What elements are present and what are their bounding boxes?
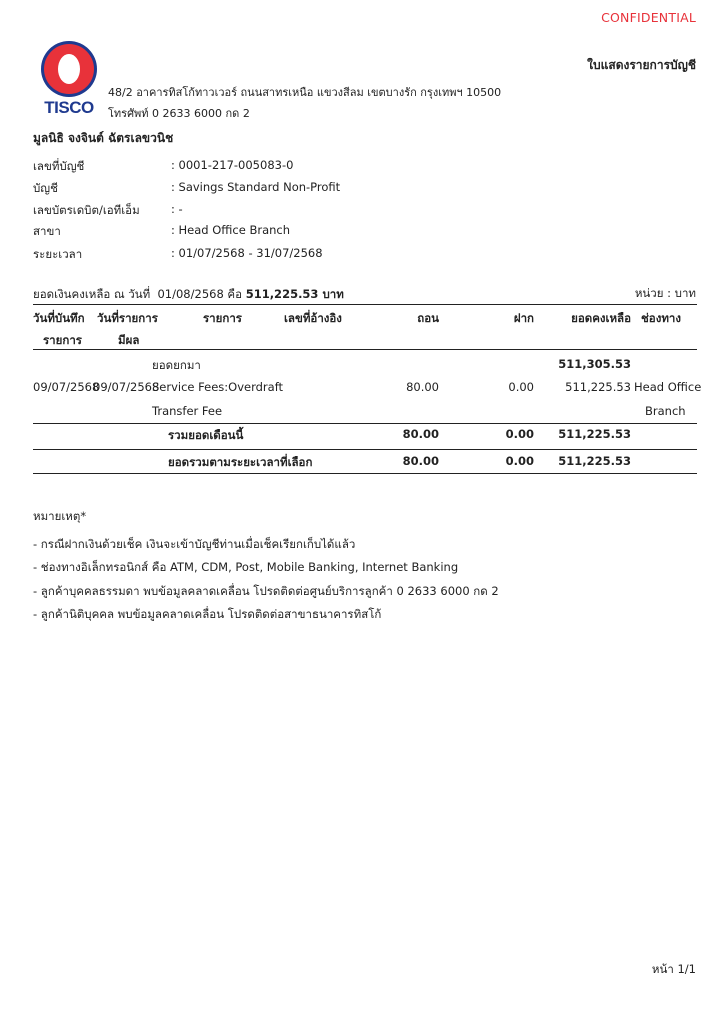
brought-forward-balance: 511,305.53 bbox=[558, 357, 631, 371]
row-record-date: 09/07/2568 bbox=[33, 380, 100, 394]
notes-title: หมายเหตุ* bbox=[33, 509, 87, 523]
note-item: - กรณีฝากเงินด้วยเช็ค เงินจะเข้าบัญชีท่านเมื่อเช็คเรียกเก็บได้แล้ว bbox=[33, 537, 356, 551]
month-total-rule bbox=[33, 423, 697, 424]
header-withdraw: ถอน bbox=[417, 311, 439, 325]
note-item: - ลูกค้าบุคคลธรรมดา พบข้อมูลคลาดเคลื่อน โปรดติดต่อศูนย์บริการลูกค้า 0 2633 6000 กด 2 bbox=[33, 584, 499, 598]
row-deposit: 0.00 bbox=[508, 380, 534, 394]
info-value-period: : 01/07/2568 - 31/07/2568 bbox=[171, 246, 323, 260]
info-value-account-type: : Savings Standard Non-Profit bbox=[171, 180, 341, 194]
header-record-date-line2: รายการ bbox=[43, 333, 82, 347]
header-effective-date: มีผล bbox=[118, 333, 140, 347]
info-value-card-no: : - bbox=[171, 202, 183, 216]
bank-phone: โทรศัพท์ 0 2633 6000 กด 2 bbox=[108, 107, 250, 120]
row-withdraw: 80.00 bbox=[406, 380, 439, 394]
row-balance: 511,225.53 bbox=[565, 380, 631, 394]
tisco-logo-mark bbox=[40, 40, 98, 98]
brought-forward-label: ยอดยกมา bbox=[152, 358, 201, 372]
table-bottom-rule bbox=[33, 473, 697, 474]
period-total-balance: 511,225.53 bbox=[558, 454, 631, 468]
balance-amount: 511,225.53 บาท bbox=[245, 287, 344, 301]
info-value-account-no: : 0001-217-005083-0 bbox=[171, 158, 294, 172]
header-description: รายการ bbox=[203, 311, 242, 325]
table-top-rule bbox=[33, 304, 697, 305]
month-total-balance: 511,225.53 bbox=[558, 427, 631, 441]
confidential-label: CONFIDENTIAL bbox=[601, 10, 696, 25]
info-label-account-no: เลขที่บัญชี bbox=[33, 159, 85, 173]
table-header-rule bbox=[33, 349, 697, 350]
tisco-logo bbox=[40, 40, 98, 120]
header-deposit: ฝาก bbox=[513, 311, 534, 325]
row-description-line2: Transfer Fee bbox=[152, 404, 223, 418]
logo-text: TISCO bbox=[44, 98, 94, 117]
account-holder-name: มูลนิธิ จงจินต์ ฉัตรเลขวนิช bbox=[33, 131, 174, 145]
header-record-date: วันที่บันทึก bbox=[33, 311, 85, 325]
period-total-withdraw: 80.00 bbox=[402, 454, 439, 468]
info-label-period: ระยะเวลา bbox=[33, 247, 83, 261]
header-channel: ช่องทาง bbox=[641, 311, 681, 325]
info-label-branch: สาขา bbox=[33, 224, 61, 238]
balance-prefix: ยอดเงินคงเหลือ ณ วันที่ 01/08/2568 คือ bbox=[33, 287, 246, 301]
info-value-branch: : Head Office Branch bbox=[171, 223, 291, 237]
row-channel-line2: Branch bbox=[645, 404, 686, 418]
header-transaction-date: วันที่รายการ bbox=[97, 311, 158, 325]
balance-summary bbox=[33, 286, 344, 304]
info-label-card-no: เลขบัตรเดบิต/เอทีเอ็ม bbox=[33, 203, 140, 217]
row-transaction-date: 09/07/2568 bbox=[93, 380, 160, 394]
note-item: - ลูกค้านิติบุคคล พบข้อมูลคลาดเคลื่อน โปรดติดต่อสาขาธนาคารทิสโก้ bbox=[33, 607, 382, 621]
bank-address: 48/2 อาคารทิสโก้ทาวเวอร์ ถนนสาทรเหนือ แขวงสีลม เขตบางรัก กรุงเทพฯ 10500 bbox=[108, 86, 502, 99]
row-channel: Head Office bbox=[634, 380, 702, 394]
row-description: Service Fees:Overdraft bbox=[152, 380, 284, 394]
page-number: หน้า 1/1 bbox=[651, 962, 696, 976]
header-reference: เลขที่อ้างอิง bbox=[284, 311, 342, 325]
period-total-label: ยอดรวมตามระยะเวลาที่เลือก bbox=[168, 455, 313, 469]
month-total-withdraw: 80.00 bbox=[402, 427, 439, 441]
header-balance: ยอดคงเหลือ bbox=[571, 311, 631, 325]
note-item: - ช่องทางอิเล็กทรอนิกส์ คือ ATM, CDM, Post, Mobile Banking, Internet Banking bbox=[33, 560, 459, 574]
month-total-label: รวมยอดเดือนนี้ bbox=[168, 428, 244, 442]
month-total-deposit: 0.00 bbox=[505, 427, 534, 441]
period-total-deposit: 0.00 bbox=[505, 454, 534, 468]
unit-label: หน่วย : บาท bbox=[634, 286, 696, 300]
document-title: ใบแสดงรายการบัญชี bbox=[587, 58, 696, 72]
period-total-rule bbox=[33, 449, 697, 450]
info-label-account-type: บัญชี bbox=[33, 181, 58, 195]
